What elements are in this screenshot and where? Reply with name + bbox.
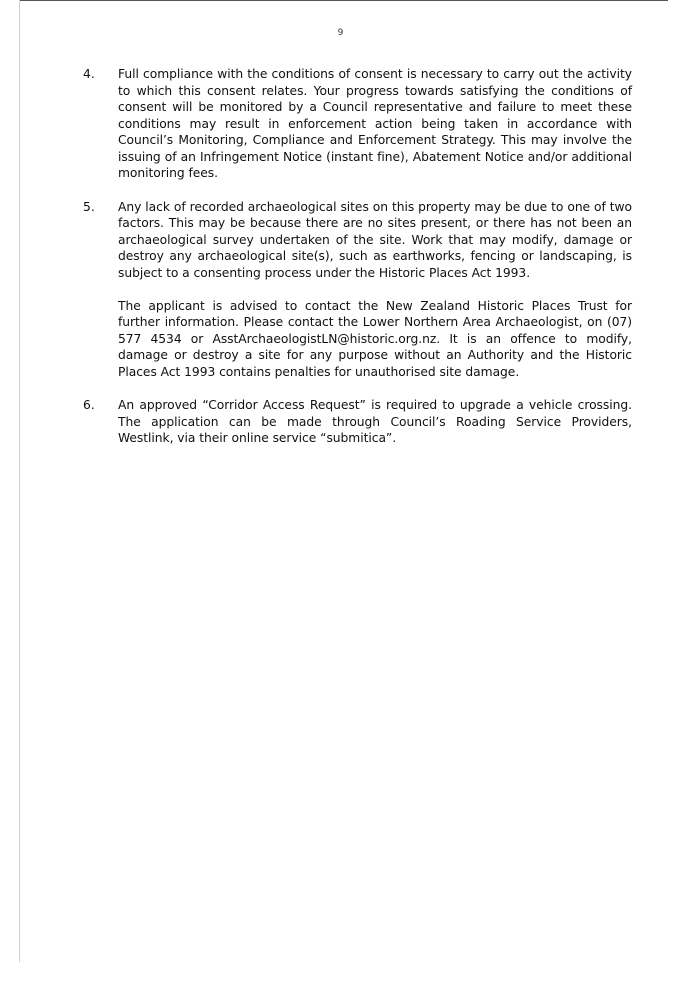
item-number: 4. (83, 67, 95, 81)
item-number: 5. (83, 199, 95, 214)
paragraph: An approved “Corridor Access Request” is required to upgrade a vehicle crossing. The application can be made through Council’s Roading Service Providers, Westlink, via their online service “submitica”. (118, 398, 632, 445)
item-body (118, 397, 632, 447)
list-item-5 (83, 199, 632, 381)
paragraph: Full compliance with the conditions of consent is necessary to carry out the activity to which this consent relates. Your progress towards satisfying the conditions of consent will be monitored by a Council representative and failure to meet these conditions may result in enforcement action being taken in accordance with Council’s Monitoring, Compliance and Enforcement Strategy. This may involve the issuing of an Infringement Notice (instant fine), Abatement Notice and/or additional monitoring fees. (118, 67, 632, 180)
item-body (118, 199, 632, 381)
item-number: 6. (83, 398, 95, 412)
conditions-list (83, 66, 632, 464)
page-number: 9 (337, 28, 344, 38)
top-border-line (20, 0, 668, 1)
item-body (118, 66, 632, 182)
paragraph: The applicant is advised to contact the New Zealand Historic Places Trust for further information. Please contact the Lower Northern Area Archaeologist, on (07) 577 4534 or AsstArchaeologistLN@historic.org.nz. It is an offence to modify, damage or destroy a site for any purpose without an Authority and the Historic Places Act 1993 contains penalties for unauthorised site damage. (118, 298, 632, 379)
list-item-6 (83, 397, 632, 447)
paragraph: Any lack of recorded archaeological sites on this property may be due to one of two factors. This may be because there are no sites present, or there has not been an archaeological survey undertaken of the site. Work that may modify, damage or destroy any archaeological site(s), such as earthworks, fencing or landscaping, is subject to a consenting process under the Historic Places Act 1993. (118, 199, 632, 280)
list-item-4 (83, 66, 632, 182)
left-border-line (19, 0, 20, 962)
